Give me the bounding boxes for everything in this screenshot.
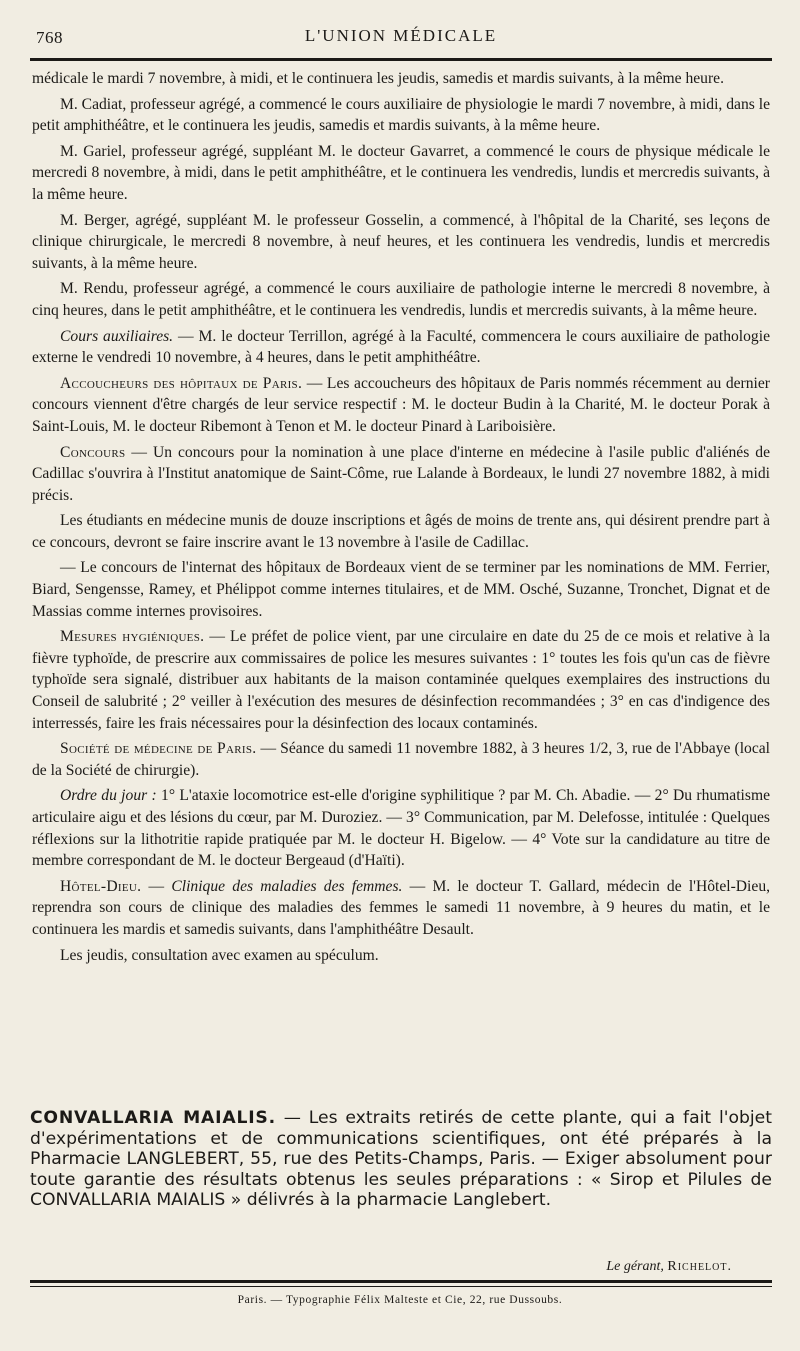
separator: — [141, 877, 172, 895]
running-title: L'UNION MÉDICALE [304, 26, 498, 45]
paragraph-mesures-hygieniques [32, 626, 770, 734]
course-title: Clinique des maladies des femmes. [171, 877, 403, 895]
advertisement [30, 1108, 772, 1211]
paragraph-text: — Les accoucheurs des hôpitaux de Paris nommés récemment au dernier concours viennent d'être chargés de leur service respectif : M. le docteur Budin à la Charité, M. le docteur Porak à Saint-Louis, M. le docteur Ribemont à Tenon et M. le docteur Pinard à Lariboisière. [32, 374, 770, 435]
gerant-name: Richelot. [667, 1259, 732, 1274]
section-heading: Ordre du jour : [60, 787, 157, 805]
gerant-label: Le gérant, [606, 1259, 664, 1274]
section-heading: Cours auxiliaires. [60, 327, 174, 345]
section-heading: Hôtel-Dieu. [60, 877, 142, 895]
paragraph-concours [32, 442, 770, 507]
paragraph-berger: M. Berger, agrégé, suppléant M. le professeur Gosselin, a commencé, à l'hôpital de la Charité, ses leçons de clinique chirurgicale, le mercredi 8 novembre, à neuf heures, et les continuera les vendredis, lundis et mercredis suivants, à la même heure. [32, 211, 770, 272]
ad-headline: CONVALLARIA MAIALIS. [30, 1108, 276, 1128]
page-number: 768 [36, 28, 63, 47]
paragraph-1: médicale le mardi 7 novembre, à midi, et le continuera les jeudis, samedis et mardis suivants, à la même heure. [32, 70, 724, 87]
ad-text: — Les extraits retirés de cette plante, qui a fait l'objet d'expérimentations et de communications scientifiques, ont été préparés à la Pharmacie LANGLEBERT, 55, rue des Petits-Champs, Paris. — Exiger absolument pour toute garantie des résultats obtenus les seules préparations : « Sirop et Pilules de CONVALLARIA MAIALIS » délivrés à la pharmacie Langlebert. [30, 1108, 772, 1211]
gerant-signature [606, 1259, 732, 1275]
article-body [32, 68, 770, 970]
page-header [30, 22, 772, 52]
paragraph-text: — M. le docteur Terrillon, agrégé à la Faculté, commencera le cours auxiliaire de pathologie externe le vendredi 10 novembre, à 4 heures, dans le petit amphithéâtre. [32, 327, 770, 367]
printer-imprint: Paris. — Typographie Félix Malteste et Cie, 22, rue Dussoubs. [237, 1294, 563, 1306]
paragraph-accoucheurs [32, 373, 770, 438]
paragraph-cadiat: M. Cadiat, professeur agrégé, a commencé le cours auxiliaire de physiologie le mardi 7 novembre, à midi, dans le petit amphithéâtre, et le continuera les jeudis, samedis et mardis suivants, à la même heure. [32, 95, 770, 135]
paragraph-internat-bordeaux: — Le concours de l'internat des hôpitaux de Bordeaux vient de se terminer par les nominations de MM. Ferrier, Biard, Sengensse, Ramey, et Phélippot comme internes titulaires, et de MM. Osché, Suzanne, Tronchet, Dignat et de Massias comme internes provisoires. [32, 559, 770, 620]
footer-rule-thin [30, 1286, 772, 1287]
paragraph-etudiants: Les étudiants en médecine munis de douze inscriptions et âgés de moins de trente ans, qui désirent prendre part à ce concours, devront se faire inscrire avant le 13 novembre à l'asile de Cadillac. [32, 512, 770, 551]
header-rule [30, 58, 772, 61]
paragraph-consultation: Les jeudis, consultation avec examen au spéculum. [60, 946, 379, 964]
paragraph-text: 1° L'ataxie locomotrice est-elle d'origine syphilitique ? par M. Ch. Abadie. — 2° Du rhumatisme articulaire aigu et des lésions du cœur, par M. Duroziez. — 3° Communication, par M. Delefosse, intitulée : Quelques réflexions sur la lithotritie rapide pratiquée par M. le docteur H. Bigelow. — 4° Vote sur la candidature au titre de membre correspondant de M. le docteur Bergeaud (d'Haïti). [32, 787, 771, 870]
section-heading: Mesures hygiéniques. [60, 628, 205, 646]
section-heading: Concours [60, 443, 126, 461]
paragraph-ordre-du-jour [32, 785, 770, 871]
paragraph-gariel: M. Gariel, professeur agrégé, suppléant M. le docteur Gavarret, a commencé le cours de physique médicale le mercredi 8 novembre, à midi, dans le petit amphithéâtre, et le continuera les vendredis, lundis et mercredis suivants, à la même heure. [32, 142, 770, 203]
paragraph-rendu: M. Rendu, professeur agrégé, a commencé le cours auxiliaire de pathologie interne le mercredi 8 novembre, à cinq heures, dans le petit amphithéâtre, et le continuera les vendredis, lundis et mercredis suivants, à la même heure. [32, 280, 770, 319]
paragraph-text: — M. le docteur T. Gallard, médecin de l'Hôtel-Dieu, reprendra son cours de clinique des maladies des femmes le samedi 11 novembre, à 9 heures du matin, et le continuera les mardis et samedis suivants, dans l'amphithéâtre Desault. [32, 877, 771, 938]
paragraph-text: — Le préfet de police vient, par une circulaire en date du 25 de ce mois et relative à la fièvre typhoïde, de prescrire aux commissaires de police les mesures suivantes : 1° toutes les fois qu'un cas de fièvre typhoïde sera signalé, distribuer aux habitants de la maison contaminée quelques exemplaires des instructions du Conseil de salubrité ; 2° veiller à l'exécution des mesures de désinfection recommandées ; 3° en cas d'indigence des interressés, faire les frais nécessaires pour la désinfection des locaux contaminés. [32, 628, 770, 732]
footer-rule [30, 1280, 772, 1283]
section-heading: Accoucheurs des hôpitaux de Paris. [60, 374, 303, 392]
paragraph-text: — Un concours pour la nomination à une place d'interne en médecine à l'asile public d'aliénés de Cadillac s'ouvrira à l'Institut anatomique de Saint-Côme, rue Lalande à Bordeaux, le lundi 27 novembre 1882, à midi précis. [32, 443, 770, 504]
section-heading: Société de médecine de Paris. [60, 740, 257, 758]
paragraph-hotel-dieu [32, 876, 770, 941]
paragraph-societe-medecine [32, 738, 770, 781]
paragraph-cours-auxiliaires [32, 326, 770, 369]
paragraph-text: — Séance du samedi 11 novembre 1882, à 3 heures 1/2, 3, rue de l'Abbaye (local de la Société de chirurgie). [32, 740, 770, 779]
